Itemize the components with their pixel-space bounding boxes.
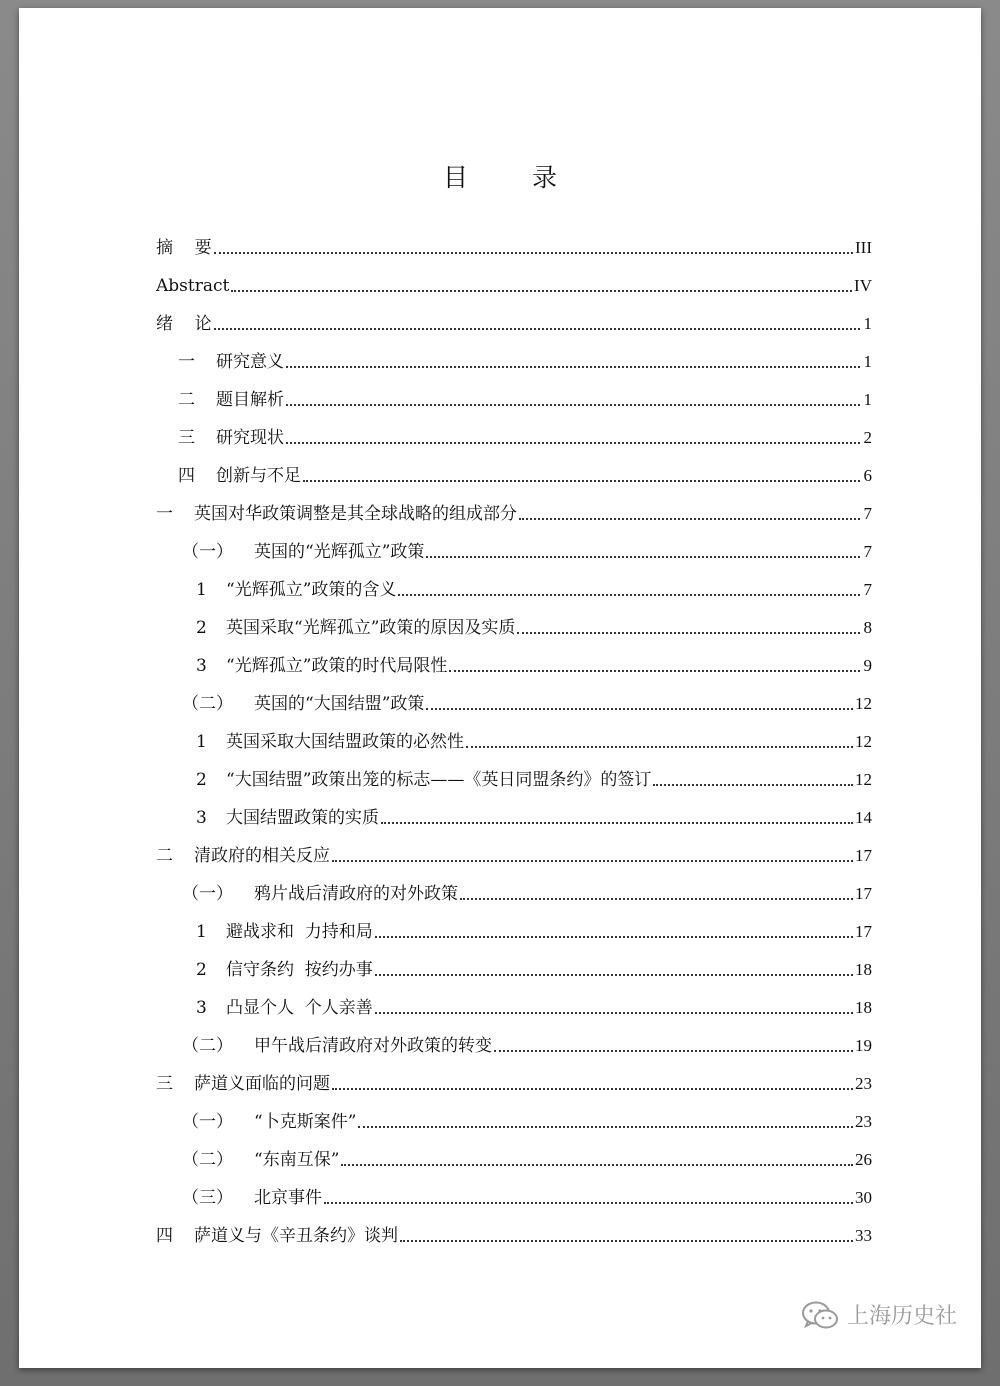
document-page	[19, 8, 981, 1368]
toc-entry[interactable]	[156, 381, 872, 419]
toc-entry[interactable]	[156, 1141, 872, 1179]
toc-entry-title: 英国的“光辉孤立”政策	[254, 542, 425, 562]
toc-entry-number: （一）	[182, 542, 233, 562]
toc-entry-title: 北京事件	[254, 1188, 322, 1208]
toc-entry-title: 英国采取大国结盟政策的必然性	[226, 732, 464, 752]
dot-leader	[303, 480, 860, 482]
dot-leader	[519, 518, 860, 520]
page-title: 目 录	[443, 163, 585, 192]
toc-entry-title: “光辉孤立”政策的含义	[226, 580, 397, 600]
toc-entry-number: 三	[156, 1074, 173, 1094]
toc-entry-number: 四	[178, 466, 195, 486]
toc-entry[interactable]	[156, 495, 872, 533]
toc-entry-title: 萨道义面临的问题	[194, 1074, 330, 1094]
toc-entry-page-number: 6	[863, 466, 872, 485]
toc-entry[interactable]	[156, 1065, 872, 1103]
toc-entry-number: 2	[196, 770, 207, 790]
toc-entry-title: 英国对华政策调整是其全球战略的组成部分	[194, 504, 517, 524]
toc-entry-page-number: 17	[855, 884, 872, 903]
dot-leader	[426, 708, 853, 710]
dot-leader	[231, 290, 852, 292]
toc-entry-page-number: 26	[855, 1150, 872, 1169]
toc-entry[interactable]	[156, 305, 872, 343]
toc-entry-number: （一）	[182, 884, 233, 904]
dot-leader	[214, 252, 853, 254]
toc-entry-title: 清政府的相关反应	[194, 846, 330, 866]
toc-entry-number: 1	[196, 580, 207, 600]
toc-entry-number: 四	[156, 1226, 173, 1246]
toc-entry[interactable]	[156, 533, 872, 571]
watermark	[801, 1299, 957, 1330]
toc-entry-title: “卜克斯案件”	[254, 1112, 357, 1132]
toc-entry[interactable]	[156, 1027, 872, 1065]
toc-entry-title: “东南互保”	[254, 1150, 340, 1170]
toc-entry-title: “大国结盟”政策出笼的标志——《英日同盟条约》的签订	[226, 770, 652, 790]
toc-entry-number: 1	[196, 922, 207, 942]
toc-entry[interactable]	[156, 685, 872, 723]
toc-entry[interactable]	[156, 647, 872, 685]
toc-entry-title: 创新与不足	[216, 466, 301, 486]
dot-leader	[494, 1050, 853, 1052]
dot-leader	[653, 784, 853, 786]
toc-entry-page-number: 7	[863, 504, 872, 523]
toc-entry[interactable]	[156, 951, 872, 989]
toc-entry-page-number: 12	[855, 694, 872, 713]
toc-entry-page-number: 33	[855, 1226, 872, 1245]
dot-leader	[449, 670, 860, 672]
toc-entry[interactable]	[156, 837, 872, 875]
dot-leader	[426, 556, 860, 558]
toc-entry-title: 信守条约 按约办事	[226, 960, 373, 980]
dot-leader	[517, 632, 860, 634]
dot-leader	[398, 594, 860, 596]
toc-entry[interactable]	[156, 419, 872, 457]
dot-leader	[466, 746, 853, 748]
dot-leader	[375, 1012, 853, 1014]
toc-entry-title: 萨道义与《辛丑条约》谈判	[194, 1226, 398, 1246]
toc-entry-page-number: 7	[863, 542, 872, 561]
toc-entry-title: 甲午战后清政府对外政策的转变	[254, 1036, 492, 1056]
toc-entry-page-number: 8	[863, 618, 872, 637]
dot-leader	[400, 1240, 853, 1242]
toc-entry-title: “光辉孤立”政策的时代局限性	[226, 656, 448, 676]
toc-entry-number: 三	[178, 428, 195, 448]
dot-leader	[375, 974, 853, 976]
toc-entry-page-number: 17	[855, 922, 872, 941]
toc-entry-number: 二	[156, 846, 173, 866]
toc-entry-number: 一	[178, 352, 195, 372]
toc-entry-page-number: III	[855, 238, 872, 257]
toc-entry-page-number: 23	[855, 1112, 872, 1131]
toc-entry-number: 一	[156, 504, 173, 524]
dot-leader	[381, 822, 853, 824]
wechat-logo-icon	[801, 1300, 839, 1330]
watermark-text: 上海历史社	[846, 1304, 957, 1329]
toc-entry[interactable]	[156, 1103, 872, 1141]
toc-entry[interactable]	[156, 267, 872, 305]
dot-leader	[375, 936, 853, 938]
toc-entry-number: 3	[196, 998, 207, 1018]
dot-leader	[332, 860, 853, 862]
toc-entry[interactable]	[156, 571, 872, 609]
toc-entry[interactable]	[156, 1217, 872, 1255]
toc-entry-number: （二）	[182, 1036, 233, 1056]
toc-entry-page-number: 14	[855, 808, 872, 827]
toc-entry-number: 二	[178, 390, 195, 410]
dot-leader	[286, 404, 860, 406]
toc-entry-title: 摘 要	[156, 238, 212, 258]
toc-entry[interactable]	[156, 723, 872, 761]
toc-entry[interactable]	[156, 343, 872, 381]
toc-entry[interactable]	[156, 1179, 872, 1217]
dot-leader	[286, 442, 860, 444]
toc-entry-number: （三）	[182, 1188, 233, 1208]
toc-entry-title: 英国的“大国结盟”政策	[254, 694, 425, 714]
toc-entry-page-number: 18	[855, 960, 872, 979]
table-of-contents	[156, 229, 872, 1255]
toc-entry-page-number: 19	[855, 1036, 872, 1055]
dot-leader	[332, 1088, 853, 1090]
toc-entry-page-number: 7	[863, 580, 872, 599]
dot-leader	[341, 1164, 853, 1166]
toc-entry-title: 避战求和 力持和局	[226, 922, 373, 942]
toc-entry-title: 大国结盟政策的实质	[226, 808, 379, 828]
toc-entry-title: 题目解析	[216, 390, 284, 410]
toc-entry-page-number: 12	[855, 732, 872, 751]
toc-entry-number: （二）	[182, 694, 233, 714]
toc-entry[interactable]	[156, 875, 872, 913]
toc-entry-page-number: 1	[863, 390, 872, 409]
toc-entry-title: 凸显个人 个人亲善	[226, 998, 373, 1018]
toc-entry-page-number: 12	[855, 770, 872, 789]
toc-entry-page-number: 1	[863, 314, 872, 333]
toc-entry-number: 3	[196, 656, 207, 676]
toc-entry-page-number: 17	[855, 846, 872, 865]
toc-entry-title: Abstract	[156, 276, 230, 296]
toc-entry[interactable]	[156, 989, 872, 1027]
toc-entry-number: 2	[196, 618, 207, 638]
toc-entry-page-number: 1	[863, 352, 872, 371]
toc-entry-page-number: 18	[855, 998, 872, 1017]
toc-entry[interactable]	[156, 457, 872, 495]
toc-entry-page-number: 30	[855, 1188, 872, 1207]
toc-entry[interactable]	[156, 609, 872, 647]
toc-entry-page-number: 2	[863, 428, 872, 447]
toc-entry-title: 绪 论	[156, 314, 212, 334]
toc-entry-page-number: 23	[855, 1074, 872, 1093]
toc-entry-title: 鸦片战后清政府的对外政策	[254, 884, 458, 904]
toc-entry[interactable]	[156, 799, 872, 837]
dot-leader	[286, 366, 860, 368]
toc-entry[interactable]	[156, 229, 872, 267]
toc-entry[interactable]	[156, 761, 872, 799]
dot-leader	[324, 1202, 853, 1204]
dot-leader	[214, 328, 860, 330]
toc-entry-title: 研究意义	[216, 352, 284, 372]
dot-leader	[460, 898, 853, 900]
toc-entry-number: 2	[196, 960, 207, 980]
toc-entry-number: （二）	[182, 1150, 233, 1170]
toc-entry-title: 研究现状	[216, 428, 284, 448]
toc-entry-number: 3	[196, 808, 207, 828]
toc-entry-number: 1	[196, 732, 207, 752]
dot-leader	[358, 1126, 853, 1128]
toc-entry-page-number: IV	[854, 276, 872, 295]
toc-entry-page-number: 9	[863, 656, 872, 675]
toc-entry-title: 英国采取“光辉孤立”政策的原因及实质	[226, 618, 516, 638]
toc-entry-number: （一）	[182, 1112, 233, 1132]
toc-entry[interactable]	[156, 913, 872, 951]
